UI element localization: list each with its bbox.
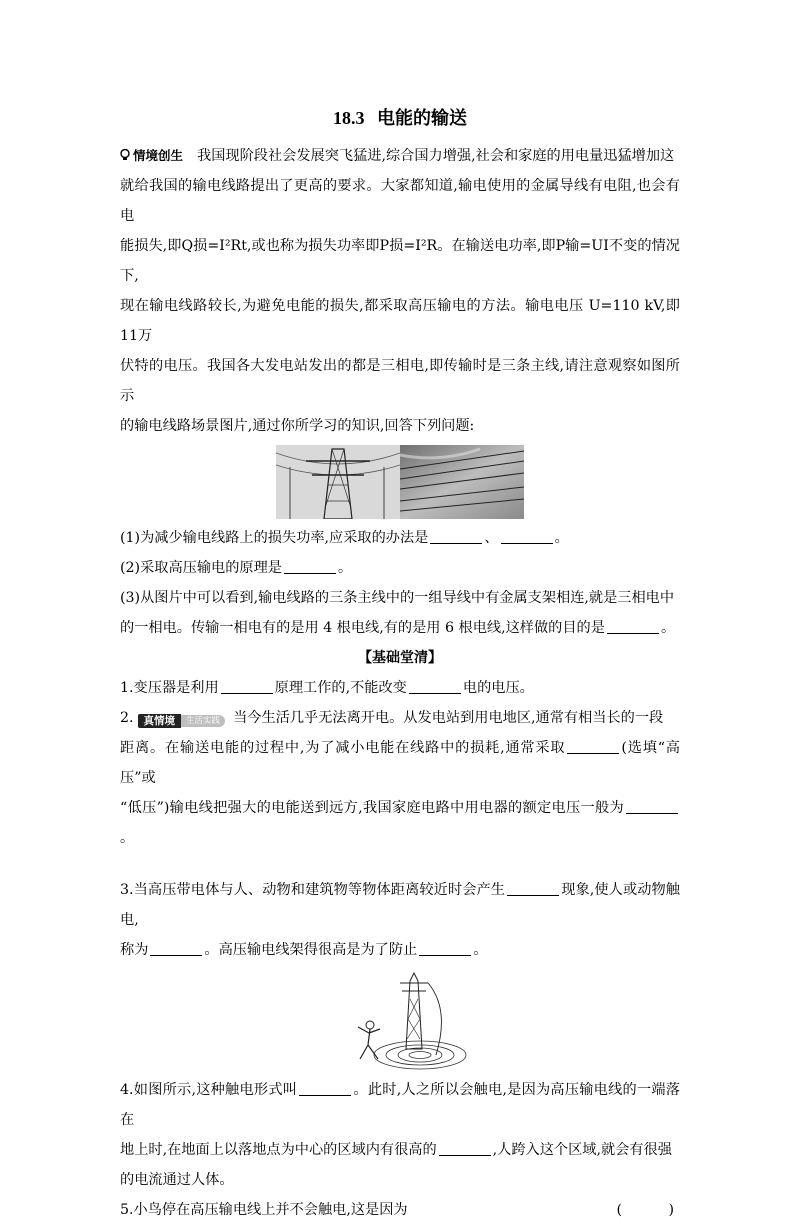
step-voltage-figure-row [120, 965, 680, 1075]
page-title [120, 100, 680, 137]
answer-blank[interactable] [567, 739, 619, 754]
power-lines-sky-photo [400, 445, 524, 519]
item-2: 2. 真情境 生活实践 当今生活几乎无法离开电。从发电站到用电地区,通常有相当长的一段 距离。在输送电能的过程中,为了减小电能在线路中的损耗,通常采取 (选填“高压”或 “低压”)输电线把强大的电能送到远方,我国家庭电路中用电器的额定电压一般为。 [120, 710, 680, 846]
answer-blank[interactable] [607, 619, 659, 634]
item-3: 3.当高压带电体与人、动物和建筑物等物体距离较近时会产生 现象,使人或动物触电, 称为 。高压输电线架得很高是为了防止 。 [120, 882, 680, 958]
item-5: 5.小鸟停在高压输电线上并不会触电,这是因为 ( ) [120, 1195, 680, 1225]
question-3: (3)从图片中可以看到,输电线路的三条主线中的一组导线中有金属支架相连,就是三相电中 的一相电。传输一相电有的是用 4 根电线,有的是用 6 根电线,这样做的目的是 。 [120, 590, 676, 636]
question-1: (1)为减少输电线路上的损失功率,应采取的办法是 、 。 [120, 530, 569, 546]
intro-line: 能损失,即Q损=I²Rt,或也称为损失功率即P损=I²R。在输送电功率,即P输=UI不变的情况下, [120, 238, 680, 284]
power-line-photos [120, 445, 680, 519]
answer-blank[interactable] [439, 1141, 491, 1156]
scenario-badge: 情境创生 [120, 141, 183, 171]
answer-blank[interactable] [284, 559, 336, 574]
answer-blank[interactable] [150, 941, 202, 956]
answer-blank[interactable] [430, 529, 482, 544]
intro-line: 现在输电线路较长,为避免电能的损失,都采取高压输电的方法。输电电压 U=110 kV,即11万 [120, 298, 680, 344]
section-heading-basics: 【基础堂清】 [358, 650, 442, 666]
item-4: 4.如图所示,这种触电形式叫 。此时,人之所以会触电,是因为高压输电线的一端落在 地上时,在地面上以落地点为中心的区域内有很高的 ,人跨入这个区域,就会有很强 的电流通过人体。 [120, 1082, 680, 1188]
intro-line: 就给我国的输电线路提出了更高的要求。大家都知道,输电使用的金属导线有电阻,也会有电 [120, 178, 680, 224]
section-title-text: 电能的输送 [377, 108, 468, 129]
intro-line: 的输电线路场景图片,通过你所学习的知识,回答下列问题: [120, 418, 475, 434]
answer-blank[interactable] [299, 1081, 351, 1096]
lightbulb-icon [120, 149, 130, 161]
real-scenario-tag: 真情境 生活实践 [138, 714, 226, 728]
intro-line: 我国现阶段社会发展突飞猛进,综合国力增强,社会和家庭的用电量迅猛增加这 [197, 148, 675, 164]
answer-blank[interactable] [507, 881, 559, 896]
section-number: 18.3 [332, 108, 365, 128]
transmission-tower-photo [276, 445, 400, 519]
intro-paragraph [120, 141, 680, 441]
answer-blank[interactable] [501, 529, 553, 544]
question-2: (2)采取高压输电的原理是 。 [120, 560, 353, 576]
worksheet-page [120, 100, 680, 1225]
answer-paren[interactable]: ( ) [616, 1202, 680, 1218]
item-1: 1.变压器是利用 原理工作的,不能改变 电的电压。 [120, 680, 534, 696]
answer-blank[interactable] [409, 679, 461, 694]
step-voltage-illustration [350, 969, 470, 1073]
spacer [120, 853, 680, 875]
answer-blank[interactable] [626, 799, 678, 814]
answer-blank[interactable] [221, 679, 273, 694]
intro-line: 伏特的电压。我国各大发电站发出的都是三相电,即传输时是三条主线,请注意观察如图所示 [120, 358, 680, 404]
answer-blank[interactable] [419, 941, 471, 956]
